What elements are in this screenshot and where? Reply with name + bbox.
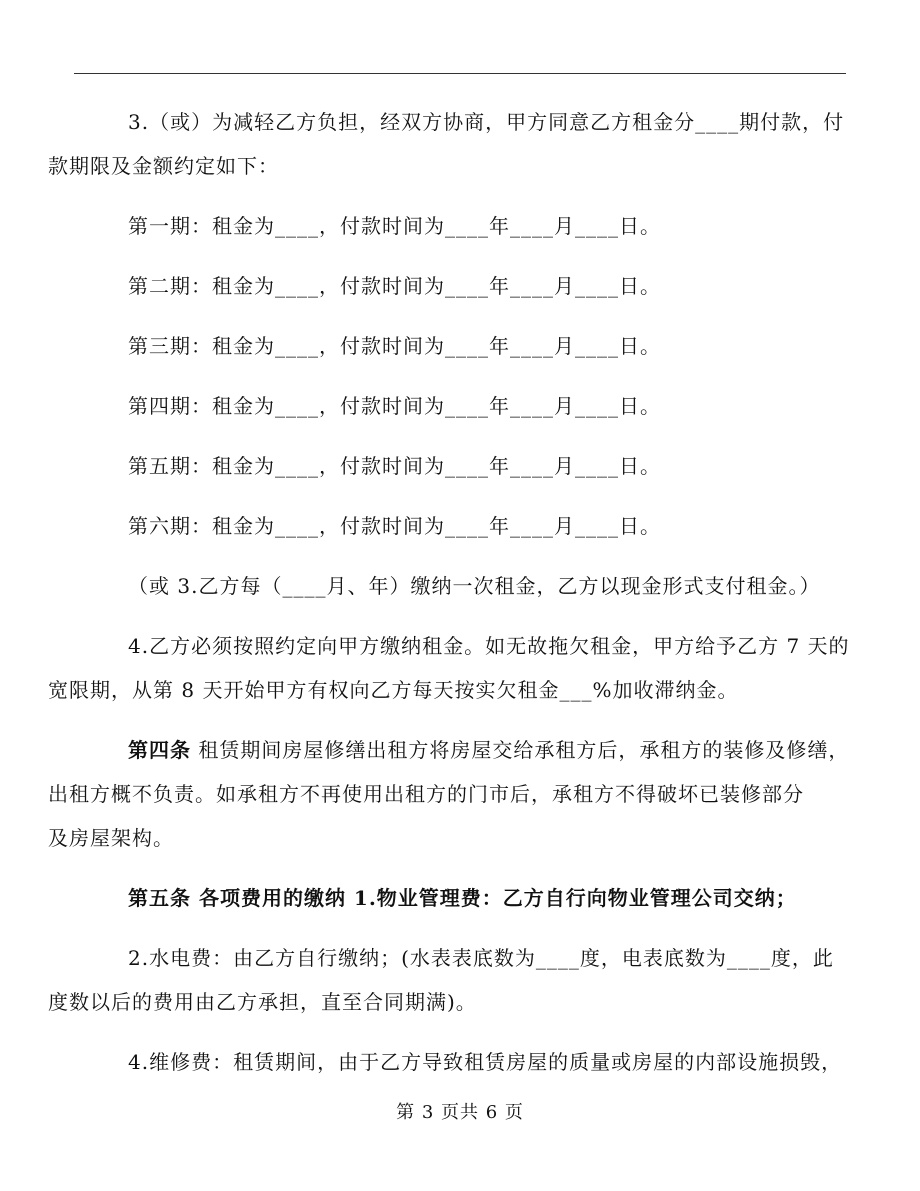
paragraph-line: 4.乙方必须按照约定向甲方缴纳租金。如无故拖欠租金，甲方给予乙方 7 天的 (128, 634, 850, 658)
article-text: 租赁期间房屋修缮出租方将房屋交给承租方后，承租方的装修及修缮， (191, 738, 850, 762)
article-4 (48, 728, 850, 860)
document-body (48, 100, 850, 1100)
paragraph-line (88, 728, 848, 772)
paragraph-utilities (48, 936, 848, 1024)
paragraph-maintenance (88, 1040, 848, 1084)
installment-period-6: 第六期：租金为____，付款时间为____年____月____日。 (128, 514, 661, 538)
article-heading: 第四条 (128, 738, 191, 762)
installment-period-2: 第二期：租金为____，付款时间为____年____月____日。 (128, 274, 661, 298)
paragraph-line: 度数以后的费用由乙方承担，直至合同期满)。 (48, 990, 477, 1014)
paragraph-installments (48, 100, 848, 188)
paragraph-line: 宽限期，从第 8 天开始甲方有权向乙方每天按实欠租金___%加收滞纳金。 (48, 678, 739, 702)
installment-period-5: 第五期：租金为____，付款时间为____年____月____日。 (128, 454, 661, 478)
paragraph-alternative-3: （或 3.乙方每（____月、年）缴纳一次租金，乙方以现金形式支付租金。） (128, 574, 821, 598)
article-5: 第五条 各项费用的缴纳 1.物业管理费：乙方自行向物业管理公司交纳； (128, 886, 797, 910)
paragraph-line: 款期限及金额约定如下： (48, 154, 279, 178)
paragraph-line: 4.维修费：租赁期间，由于乙方导致租赁房屋的质量或房屋的内部设施损毁， (128, 1050, 843, 1074)
paragraph-line: 及房屋架构。 (48, 826, 174, 850)
installment-period-3: 第三期：租金为____，付款时间为____年____月____日。 (128, 334, 661, 358)
page-number: 第 3 页共 6 页 (396, 1102, 524, 1123)
paragraph-late-fee (48, 624, 850, 712)
paragraph-line: 3.（或）为减轻乙方负担，经双方协商，甲方同意乙方租金分____期付款，付 (128, 110, 845, 134)
installment-period-4: 第四期：租金为____，付款时间为____年____月____日。 (128, 394, 661, 418)
paragraph-line: 2.水电费：由乙方自行缴纳；(水表表底数为____度，电表底数为____度，此 (128, 946, 834, 970)
header-rule (74, 73, 846, 74)
installment-period-1: 第一期：租金为____，付款时间为____年____月____日。 (128, 214, 661, 238)
paragraph-line: 出租方概不负责。如承租方不再使用出租方的门市后，承租方不得破坏已装修部分 (48, 782, 804, 806)
